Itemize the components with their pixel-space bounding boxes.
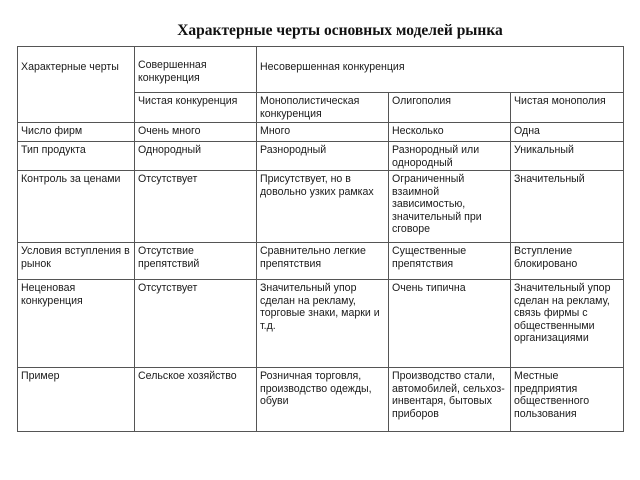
- cell-pure-monopoly: Уникальный: [511, 142, 624, 171]
- row-feature: Неценовая конкуренция: [18, 280, 135, 368]
- page-title: Характерные черты основных моделей рынка: [177, 22, 503, 39]
- cell-pure-competition: Отсутствие препятствий: [135, 243, 257, 280]
- header-perfect-competition: Совершенная конкуренция: [135, 47, 257, 93]
- cell-pure-competition: Однородный: [135, 142, 257, 171]
- header-row-top: [18, 47, 624, 93]
- cell-monopolistic: Значительный упор сделан на рекламу, торговые знаки, марки и т.д.: [257, 280, 389, 368]
- cell-oligopoly: Несколько: [389, 123, 511, 142]
- row-feature: Контроль за ценами: [18, 171, 135, 243]
- cell-pure-monopoly: Вступление блокировано: [511, 243, 624, 280]
- cell-oligopoly: Производство стали, автомобилей, сельхоз-инвентаря, бытовых приборов: [389, 368, 511, 432]
- table-row: [18, 368, 624, 432]
- cell-monopolistic: Разнородный: [257, 142, 389, 171]
- cell-monopolistic: Сравнительно легкие препятствия: [257, 243, 389, 280]
- cell-oligopoly: Разнородный или однородный: [389, 142, 511, 171]
- header-pure-monopoly: Чистая монополия: [511, 93, 624, 123]
- cell-monopolistic: Много: [257, 123, 389, 142]
- cell-pure-monopoly: Местные предприятия общественного пользования: [511, 368, 624, 432]
- cell-pure-monopoly: Одна: [511, 123, 624, 142]
- cell-pure-competition: Отсутствует: [135, 280, 257, 368]
- table-row: [18, 243, 624, 280]
- header-pure-competition: Чистая конкуренция: [135, 93, 257, 123]
- cell-pure-monopoly: Значительный упор сделан на рекламу, связь фирмы с общественными организациями: [511, 280, 624, 368]
- table-row: [18, 142, 624, 171]
- row-feature: Условия вступления в рынок: [18, 243, 135, 280]
- table-row: [18, 280, 624, 368]
- cell-oligopoly: Ограниченный взаимной зависимостью, значительный при сговоре: [389, 171, 511, 243]
- table-row: [18, 123, 624, 142]
- market-models-table: [17, 46, 624, 432]
- cell-pure-competition: Сельское хозяйство: [135, 368, 257, 432]
- header-features: Характерные черты: [18, 47, 135, 123]
- row-feature: Число фирм: [18, 123, 135, 142]
- header-imperfect-competition: Несовершенная конкуренция: [257, 47, 624, 93]
- cell-monopolistic: Присутствует, но в довольно узких рамках: [257, 171, 389, 243]
- table-row: [18, 171, 624, 243]
- cell-pure-competition: Отсутствует: [135, 171, 257, 243]
- header-monopolistic: Монополистическая конкуренция: [257, 93, 389, 123]
- cell-oligopoly: Существенные препятствия: [389, 243, 511, 280]
- header-oligopoly: Олигополия: [389, 93, 511, 123]
- cell-pure-monopoly: Значительный: [511, 171, 624, 243]
- row-feature: Тип продукта: [18, 142, 135, 171]
- cell-oligopoly: Очень типична: [389, 280, 511, 368]
- cell-monopolistic: Розничная торговля, производство одежды, обуви: [257, 368, 389, 432]
- row-feature: Пример: [18, 368, 135, 432]
- cell-pure-competition: Очень много: [135, 123, 257, 142]
